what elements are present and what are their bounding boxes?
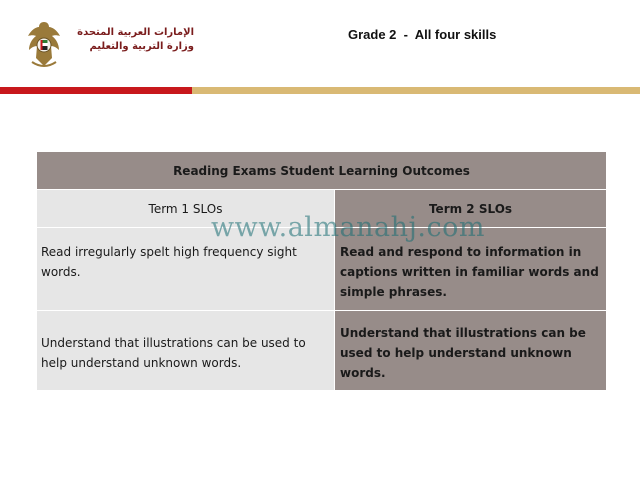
column-header-term-1: Term 1 SLOs: [37, 190, 335, 228]
term-2-slo-cell: Understand that illustrations can be used to help understand unknown words.: [335, 311, 607, 391]
ministry-name-line-2: وزارة التربية والتعليم: [89, 41, 194, 52]
ministry-name-line-1: الإمارات العربية المتحدة: [77, 27, 194, 38]
header-divider-gold: [192, 87, 640, 94]
table-row: [37, 311, 607, 391]
term-2-slo-cell: Read and respond to information in captions written in familiar words and simple phrases.: [335, 228, 607, 311]
term-1-slo-cell: Read irregularly spelt high frequency sight words.: [37, 228, 335, 311]
uae-emblem-logo: [22, 18, 66, 70]
ministry-name: [72, 26, 194, 54]
header-divider-red: [0, 87, 192, 94]
term-1-slo-cell: Understand that illustrations can be used to help understand unknown words.: [37, 311, 335, 391]
table-title: Reading Exams Student Learning Outcomes: [37, 152, 607, 190]
grade-title: Grade 2 - All four skills: [348, 27, 497, 42]
watermark: www.almanahj.com: [211, 212, 485, 243]
table-title-row: [37, 152, 607, 190]
column-header-term-2: Term 2 SLOs: [335, 190, 607, 228]
slo-table: [36, 151, 607, 391]
